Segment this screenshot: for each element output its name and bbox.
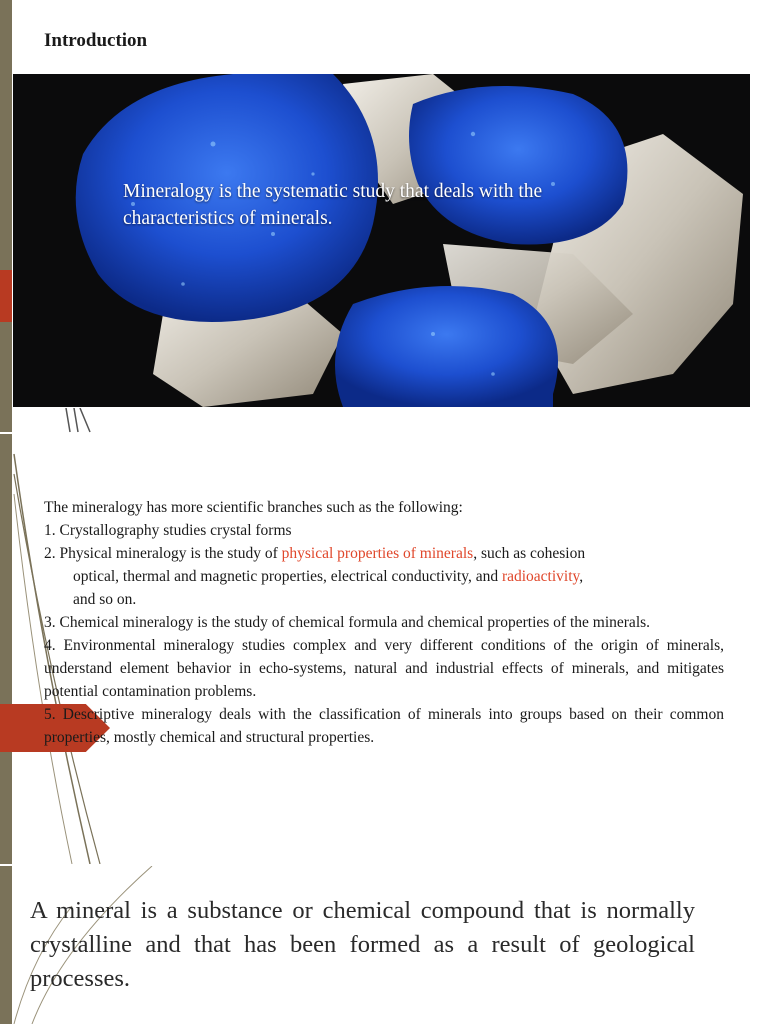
left-sidebar-bar [0, 0, 12, 1024]
mineral-definition: A mineral is a substance or chemical compound that is normally crystalline and that has been formed as a result of geological processes. [30, 897, 695, 992]
mineral-photo-art [13, 74, 750, 407]
slide-divider [0, 864, 12, 866]
branches-list [44, 496, 724, 749]
branch-item-3: 3. Chemical mineralogy is the study of chemical formula and chemical properties of the minerals. [44, 614, 651, 631]
branches-intro: The mineralogy has more scientific branches such as the following: [44, 499, 463, 516]
branch-item-2-cont [44, 565, 724, 588]
branch-item-4: 4. Environmental mineralogy studies complex and very different conditions of the origin of minerals, understand element behavior in echo-systems, natural and industrial effects of minerals, and mitigates potential contamination problems. [44, 637, 724, 700]
physical-properties-link: physical properties of minerals [281, 545, 474, 562]
branch-item-2-text: , such as cohesion [473, 545, 586, 562]
branch-item-5: 5. Descriptive mineralogy deals with the classification of minerals into groups based on their common properties, mostly chemical and structural properties. [44, 706, 724, 746]
branch-item-2-text: optical, thermal and magnetic properties, electrical conductivity, and [73, 568, 502, 585]
radioactivity-link: radioactivity [501, 568, 580, 585]
mineral-photo [13, 74, 750, 407]
decorative-lines [60, 408, 100, 434]
branch-item-2 [44, 542, 724, 565]
page-title: Introduction [44, 30, 148, 51]
branch-item-2-end: and so on. [73, 591, 137, 608]
slide-divider [0, 432, 12, 434]
branch-item-2-text: 2. Physical mineralogy is the study of [44, 545, 282, 562]
branch-item-2-text: , [579, 568, 584, 585]
accent-tab [0, 270, 12, 322]
photo-caption: Mineralogy is the systematic study that deals with the characteristics of minerals. [123, 181, 543, 229]
branch-item-1: 1. Crystallography studies crystal forms [44, 522, 292, 539]
